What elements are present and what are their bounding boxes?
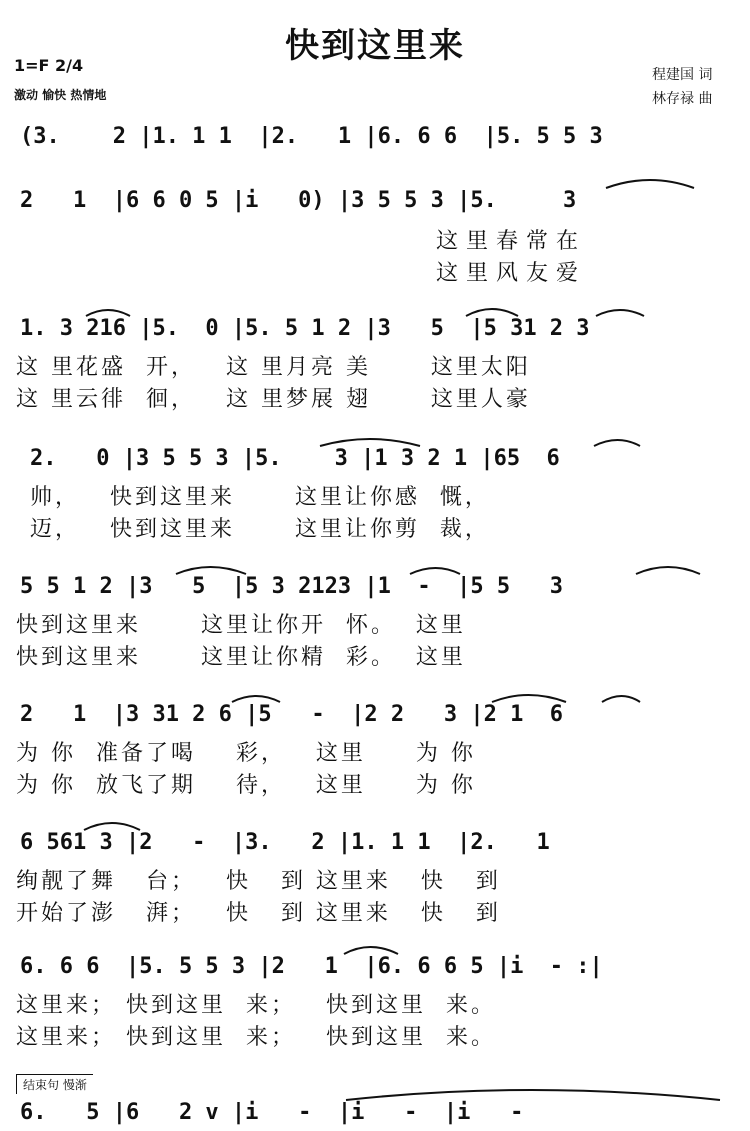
lyric-line: 绚靓了舞 台； 快 到 这里来 快 到	[16, 869, 501, 894]
lyric-line: 为 你 放飞了期 待， 这里 为 你	[16, 773, 476, 798]
slur-mark	[602, 696, 640, 702]
slur-mark	[596, 310, 644, 316]
lyric-line: 这里来； 快到这里 来； 快到这里 来。	[16, 993, 496, 1018]
ending-notation-row: 6. 5 |6 2 v |i - |i - |i -	[20, 1100, 524, 1125]
lyric-line: 迈， 快到这里来 这里让你剪 裁，	[30, 517, 490, 542]
lyric-line: 这 里云徘 徊， 这 里梦展 翅 这里人豪	[16, 387, 531, 412]
slur-mark	[492, 695, 566, 702]
slur-mark	[84, 823, 140, 830]
lyric-line: 这里春常在	[436, 229, 587, 254]
lyric-line: 快到这里来 这里让你精 彩。 这里	[16, 645, 466, 670]
notation-row: 2 1 |3 31 2 6 |5 - |2 2 3 |2 1 6	[20, 702, 564, 727]
slur-mark	[346, 1090, 720, 1100]
slur-mark	[344, 947, 398, 954]
lyric-line: 为 你 准备了喝 彩， 这里 为 你	[16, 741, 476, 766]
lyric-line: 快到这里来 这里让你开 怀。 这里	[16, 613, 466, 638]
slur-mark	[410, 568, 460, 574]
ending-label: 结束句 慢渐	[16, 1074, 93, 1094]
slur-mark	[86, 310, 130, 316]
slur-mark	[594, 440, 640, 446]
lyric-line: 这里风友爱	[436, 261, 587, 286]
notation-row: 2. 0 |3 5 5 3 |5. 3 |1 3 2 1 |65 6	[30, 446, 560, 471]
lyric-line: 这 里花盛 开， 这 里月亮 美 这里太阳	[16, 355, 531, 380]
notation-row: (3. 2 |1. 1 1 |2. 1 |6. 6 6 |5. 5 5 3	[20, 124, 603, 149]
key-signature: 1=F 2/4	[14, 56, 84, 75]
lyric-line: 帅， 快到这里来 这里让你感 慨，	[30, 485, 490, 510]
slur-mark	[320, 439, 420, 446]
slur-mark	[466, 309, 518, 316]
lyric-line: 开始了澎 湃； 快 到 这里来 快 到	[16, 901, 501, 926]
notation-row: 6. 6 6 |5. 5 5 3 |2 1 |6. 6 6 5 |i - :|	[20, 954, 603, 979]
slur-mark	[636, 567, 700, 574]
notation-row: 1. 3 216 |5. 0 |5. 5 1 2 |3 5 |5 31 2 3	[20, 316, 590, 341]
tempo-marking: 激动 愉快 热情地	[14, 88, 107, 102]
notation-row: 5 5 1 2 |3 5 |5 3 2123 |1 - |5 5 3	[20, 574, 564, 599]
slur-mark	[176, 567, 246, 574]
notation-row: 2 1 |6 6 0 5 |i 0) |3 5 5 3 |5. 3	[20, 188, 577, 213]
notation-row: 6 561 3 |2 - |3. 2 |1. 1 1 |2. 1	[20, 830, 550, 855]
lyric-line: 这里来； 快到这里 来； 快到这里 来。	[16, 1025, 496, 1050]
song-title: 快到这里来	[285, 26, 465, 66]
slur-mark	[606, 180, 694, 188]
composer-credit: 林存禄 曲	[652, 91, 713, 107]
slur-mark	[232, 696, 280, 702]
lyricist-credit: 程建国 词	[652, 67, 713, 83]
